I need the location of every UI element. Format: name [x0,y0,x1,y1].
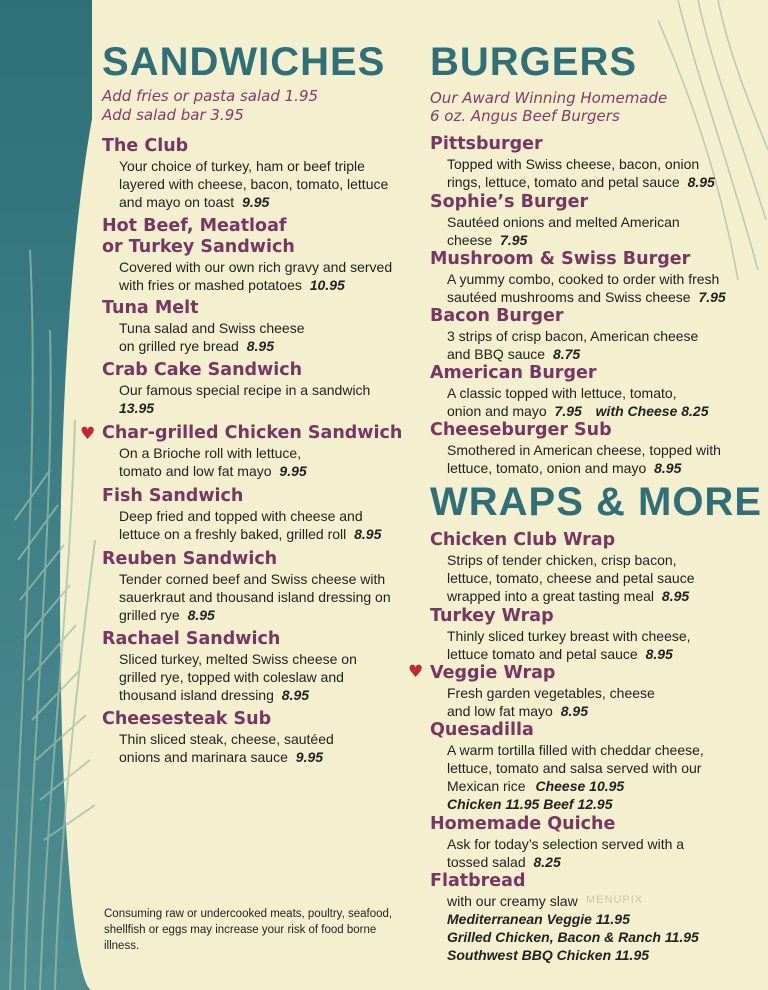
menu-item [430,306,698,363]
item-desc: lettuce, tomato and salsa served with our [447,760,702,776]
item-price: 8.95 [187,607,215,623]
item-name: Flatbread [430,871,526,891]
item-desc: On a Brioche roll with lettuce, [119,445,302,461]
item-option: Southwest BBQ Chicken 11.95 [447,947,650,963]
item-name: Fish Sandwich [102,486,244,506]
item-name: Hot Beef, Meatloaf [102,216,287,236]
item-desc: Your choice of turkey, ham or beef triple [119,158,365,174]
item-option: Grilled Chicken, Bacon & Ranch 11.95 [447,929,699,945]
item-price: 8.95 [560,703,588,719]
item-desc: and mayo on toast 9.95 [119,194,270,210]
item-desc: with our creamy slaw [447,893,578,909]
item-name: Cheesesteak Sub [102,709,272,729]
menu-item [430,871,699,964]
item-name: Quesadilla [430,720,534,740]
item-desc: Mexican rice Cheese 10.95 [447,778,625,794]
item-price: 9.95 [242,194,270,210]
food-safety-disclaimer: Consuming raw or undercooked meats, poultry, seafood, shellfish or eggs may increase your risk of food borne illness. [104,908,393,952]
heart-icon: ♥ [408,662,424,682]
menu-item [102,423,402,480]
burgers-note-1: Our Award Winning Homemade [430,89,668,107]
item-price: 7.95 [554,403,582,419]
item-price: 10.95 [309,277,345,293]
sandwiches-note-salad: Add salad bar 3.95 [102,106,244,124]
item-desc: grilled rye, topped with coleslaw and [119,669,344,685]
item-name: Veggie Wrap [430,663,556,683]
item-desc: A yummy combo, cooked to order with fresh [447,271,720,287]
sandwiches-note-fries: Add fries or pasta salad 1.95 [102,87,319,105]
menu-item [102,298,304,355]
item-price: 9.95 [295,749,324,765]
item-price: 8.95 [281,687,310,703]
item-desc: sautéed mushrooms and Swiss cheese 7.95 [447,289,726,305]
item-desc: lettuce, tomato, cheese and petal sauce [447,570,695,586]
menu-item [430,363,709,420]
item-price: 8.75 [552,346,581,362]
item-desc: Tuna salad and Swiss cheese [119,320,305,336]
item-price-options: Chicken 11.95 Beef 12.95 [447,796,613,812]
menu-item [430,192,680,249]
item-price: 8.95 [246,338,274,354]
item-price: 8.95 [354,526,382,542]
item-desc: Sliced turkey, melted Swiss cheese on [119,651,357,667]
burgers-title: BURGERS [430,40,638,84]
item-desc: lettuce, tomato, onion and mayo 8.95 [447,460,682,476]
item-desc: layered with cheese, bacon, tomato, lettuce [119,176,389,192]
menu-item [102,629,357,704]
item-desc: sauerkraut and thousand island dressing on [119,589,391,605]
item-desc: tossed salad 8.25 [447,854,561,870]
watermark: MENUPIX [586,894,644,906]
item-name: Homemade Quiche [430,814,616,834]
item-price: 8.95 [654,460,682,476]
item-price-with-cheese: with Cheese 8.25 [595,403,709,419]
menu-item [430,420,721,477]
item-name: Pittsburger [430,134,543,154]
item-desc: 3 strips of crisp bacon, American cheese [447,328,699,344]
item-name: Bacon Burger [430,306,564,326]
item-desc: thousand island dressing 8.95 [119,687,310,703]
item-desc: Tender corned beef and Swiss cheese with [119,571,386,587]
item-option: Mediterranean Veggie 11.95 [447,911,630,927]
item-desc: Smothered in American cheese, topped with [447,442,721,458]
menu-item [430,530,695,605]
item-desc: onions and marinara sauce 9.95 [119,749,324,765]
item-desc: Sautéed onions and melted American [447,214,680,230]
item-desc: with fries or mashed potatoes 10.95 [119,277,345,293]
item-name: Chicken Club Wrap [430,530,616,550]
item-name: Turkey Wrap [430,606,554,626]
item-desc: lettuce tomato and petal sauce 8.95 [447,646,673,662]
item-desc: Covered with our own rich gravy and served [119,259,393,275]
menu-item [102,709,334,766]
item-desc [119,399,370,417]
item-price: 7.95 [698,289,726,305]
menu-item [430,606,691,663]
item-desc: Deep fried and topped with cheese and [119,508,363,524]
item-name: Reuben Sandwich [102,549,278,569]
item-desc: grilled rye 8.95 [119,607,215,623]
menu-item [102,486,381,543]
item-desc: Strips of tender chicken, crisp bacon, [447,552,677,568]
item-desc: A classic topped with lettuce, tomato, [447,385,677,401]
item-desc: Ask for today’s selection served with a [447,836,685,852]
menu-item [430,134,715,191]
item-name: Crab Cake Sandwich [102,360,303,380]
item-name: The Club [102,136,189,156]
sandwiches-title: SANDWICHES [102,40,386,84]
item-price: 9.95 [279,463,307,479]
item-name: American Burger [430,363,597,383]
item-desc: Topped with Swiss cheese, bacon, onion [447,156,700,172]
item-name: Rachael Sandwich [102,629,281,649]
item-desc: on grilled rye bread 8.95 [119,338,274,354]
item-desc: tomato and low fat mayo 9.95 [119,463,307,479]
item-desc: Our famous special recipe in a sandwich [119,382,371,398]
item-price: 13.95 [119,400,155,416]
item-price: 8.25 [533,854,561,870]
item-price: 7.95 [500,232,528,248]
item-desc: wrapped into a great tasting meal 8.95 [447,588,690,604]
menu-item [102,360,370,417]
item-name: Sophie’s Burger [430,192,589,212]
item-desc: Fresh garden vegetables, cheese [447,685,655,701]
menu-item [430,249,726,306]
menu-item [430,663,655,720]
item-name: Char-grilled Chicken Sandwich [102,423,403,443]
item-desc: Thin sliced steak, cheese, sautéed [119,731,334,747]
menu-item [430,720,704,813]
menu-item [102,549,391,624]
item-desc: and BBQ sauce 8.75 [447,346,581,362]
item-price: 8.95 [645,646,673,662]
item-desc: and low fat mayo 8.95 [447,703,588,719]
wraps-title: WRAPS & MORE [430,480,762,524]
item-price: Cheese 10.95 [535,778,625,794]
item-desc: rings, lettuce, tomato and petal sauce 8.95 [447,174,715,190]
item-name: Tuna Melt [102,298,199,318]
item-desc: A warm tortilla filled with cheddar cheese, [447,742,704,758]
item-name: Mushroom & Swiss Burger [430,249,691,269]
burgers-note-2: 6 oz. Angus Beef Burgers [430,107,620,125]
menu-item [102,216,392,294]
item-name-line2: or Turkey Sandwich [102,237,295,257]
item-name: Cheeseburger Sub [430,420,612,440]
item-desc: cheese 7.95 [447,232,528,248]
menu-item [430,814,684,871]
item-desc: Thinly sliced turkey breast with cheese, [447,628,691,644]
item-price: 8.95 [687,174,715,190]
item-desc: lettuce on a freshly baked, grilled roll 8.95 [119,526,382,542]
heart-icon: ♥ [80,424,96,444]
menu-item [102,136,388,211]
item-desc: onion and mayo 7.95 with Cheese 8.25 [447,403,709,419]
item-price: 8.95 [661,588,690,604]
